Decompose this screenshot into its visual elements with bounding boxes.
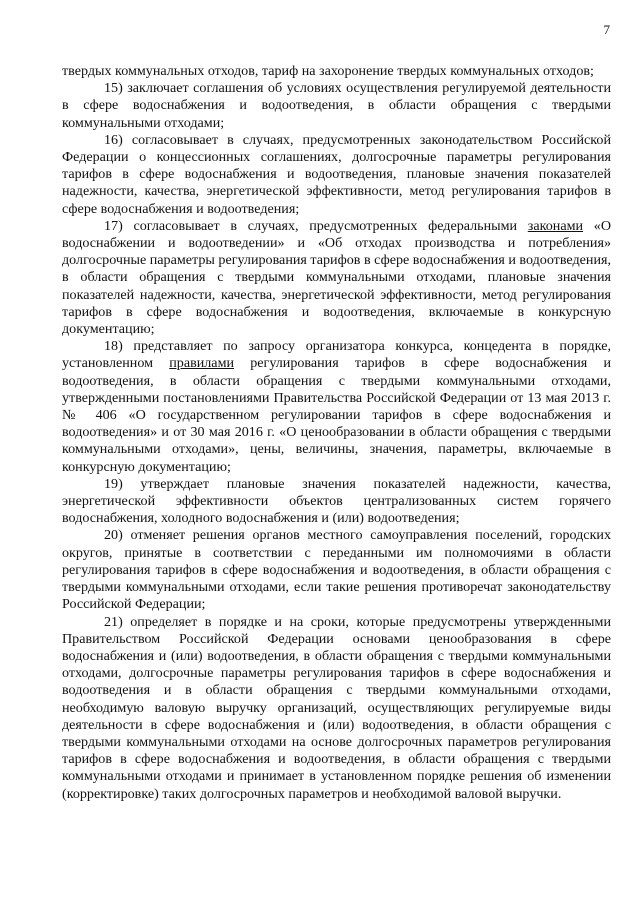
paragraph-continuation: твердых коммунальных отходов, тариф на захоронение твердых коммунальных отходов;: [62, 63, 594, 79]
page-number: 7: [603, 22, 610, 37]
paragraph-17: [62, 218, 611, 338]
paragraph-20: 20) отменяет решения органов местного самоуправления поселений, городских округов, принятые в соответствии с переданными им полномочиями в области регулирования тарифов в сфере водоснабжения и водоотведения, в области обращения с твердыми коммунальными отходами, если такие решения противоречат законодательству Российской Федерации;: [62, 527, 611, 613]
paragraph-18-start: 18) представляет по запросу организатора конкурса, концедента в порядке, установленном: [62, 338, 611, 372]
rules-link[interactable]: правилами: [169, 355, 235, 372]
paragraph-18-end: регулирования тарифов в сфере водоснабжения и водоотведения, в области обращения с твердыми коммунальными отходами, утвержденными постановлениями Правительства Российской Федерации от 13 мая 2013 г. № 406 «О государственном регулировании тарифов в сфере водоснабжения и водоотведения» и от 30 мая 2016 г. «О ценообразовании в области обращения с твердыми коммунальными отходами», цены, величины, значения, параметры, включаемые в конкурсную документацию;: [62, 355, 611, 475]
paragraph-17-start: 17) согласовывает в случаях, предусмотренных федеральными: [104, 217, 518, 234]
document-body: [62, 63, 611, 803]
paragraph-17-end: «О водоснабжении и водоотведении» и «Об отходах производства и потребления» долгосрочные параметры регулирования тарифов в сфере водоснабжения и водоотведения, в области обращения с твердыми коммунальными отходами, плановые значения показателей надежности, качества, энергетической эффективности, метод регулирования тарифов в сфере водоснабжения и водоотведения, включаемые в конкурсную документацию;: [62, 217, 611, 338]
laws-link[interactable]: законами: [527, 217, 584, 234]
paragraph-18: [62, 338, 611, 476]
paragraph-15: 15) заключает соглашения об условиях осуществления регулируемой деятельности в сфере водоснабжения и водоотведения, в области обращения с твердыми коммунальными отходами;: [62, 80, 611, 131]
paragraph-16: 16) согласовывает в случаях, предусмотренных законодательством Российской Федерации о концессионных соглашениях, долгосрочные параметры регулирования тарифов в сфере водоснабжения и водоотведения, плановые значения показателей надежности, качества, энергетической эффективности, метод регулирования тарифов в сфере водоснабжения и водоотведения;: [62, 131, 611, 217]
paragraph-19: 19) утверждает плановые значения показателей надежности, качества, энергетической эффективности объектов централизованных систем горячего водоснабжения, холодного водоснабжения и (или) водоотведения;: [62, 475, 611, 527]
paragraph-21: 21) определяет в порядке и на сроки, которые предусмотрены утвержденными Правительством Российской Федерации основами ценообразования в сфере водоснабжения и (или) водоотведения, в области обращения с твердыми коммунальными отходами, долгосрочные параметры регулирования тарифов в сфере водоснабжения и водоотведения и в области обращения с твердыми коммунальными отходами, необходимую валовую выручку организаций, осуществляющих регулируемые виды деятельности в сфере водоснабжения и (или) водоотведения, в области обращения с твердыми коммунальными отходами на основе долгосрочных параметров регулирования тарифов в сфере водоснабжения и водоотведения, в области обращения с твердыми коммунальными отходами и принимает в установленном порядке решения об изменении (корректировке) таких долгосрочных параметров и необходимой валовой выручки.: [62, 613, 611, 802]
